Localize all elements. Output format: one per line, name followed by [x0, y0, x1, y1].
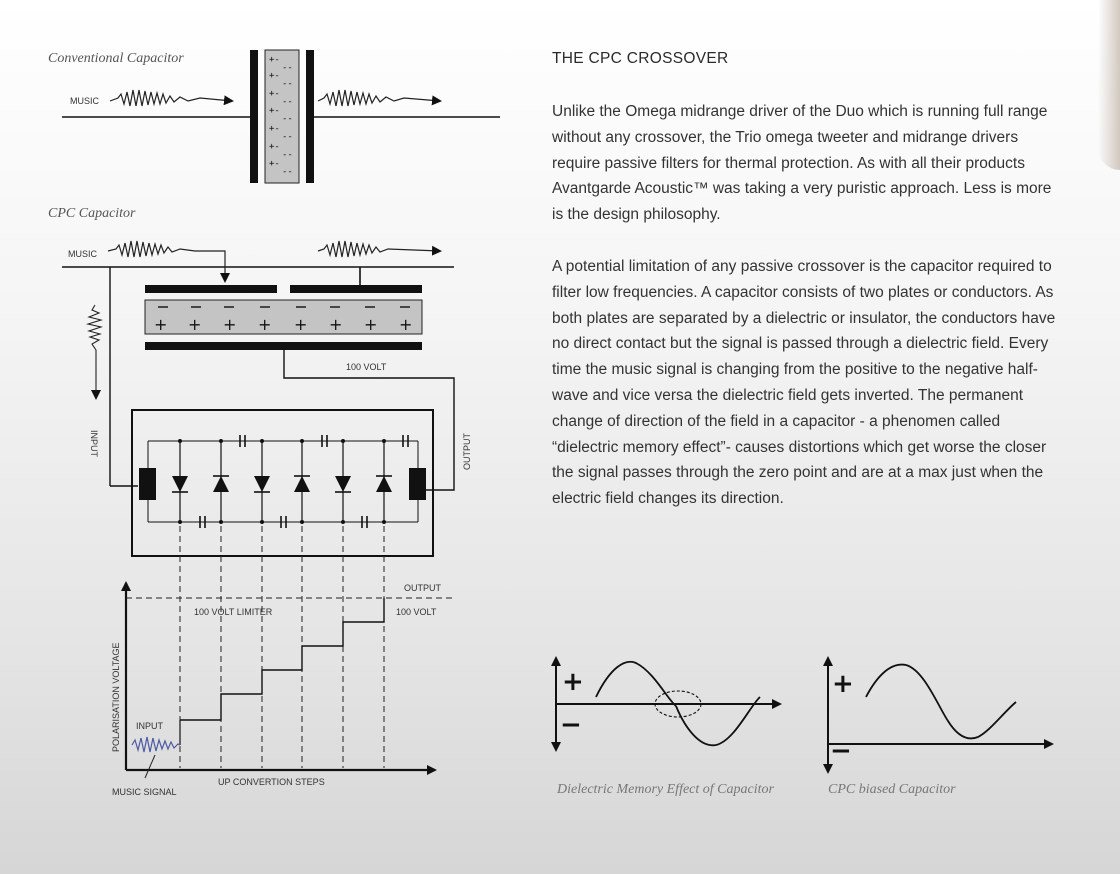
graph-volt-label: 100 VOLT [396, 607, 437, 617]
cpc-capacitor-label: CPC Capacitor [48, 206, 136, 221]
svg-text:+-: +- [269, 89, 280, 99]
minus-sign-2: − [830, 736, 852, 766]
svg-text:+-: +- [269, 106, 280, 116]
svg-text:--: -- [282, 132, 293, 142]
plus-sign-1: + [562, 667, 584, 697]
svg-text:--: -- [282, 97, 293, 107]
article-paragraph-2: A potential limitation of any passive crossover is the capacitor required to filter low frequencies. A capacitor consists of two plates or conductors. As both plates are separated by a dielectric or insulator, the conductors have no direct contact but the signal is passed through a dielectric field. Every time the music signal is changing from the positive to the negative half-wave and vice versa the dielectric field gets inverted. The permanent change of direction of the field in a capacitor - a phenomen called “dielectric memory effect”- causes distortions which get worse the closer the signal passes through the zero point and are at a max just when the electric field changes its direction. [552, 258, 1056, 508]
plus-sign-2: + [832, 669, 854, 699]
graph-limiter-label: 100 VOLT LIMITER [194, 607, 273, 617]
cpc-capacitor [62, 241, 472, 556]
music-label-cpc: MUSIC [68, 249, 97, 259]
input-waveform [88, 305, 101, 398]
conventional-capacitor-label: Conventional Capacitor [48, 51, 184, 66]
svg-text:+: + [329, 315, 343, 334]
graph-output-label: OUTPUT [404, 583, 441, 593]
music-waveform-out [318, 90, 440, 106]
caption-cpc-biased: CPC biased Capacitor [828, 782, 956, 797]
cpc-biased-waveform [828, 658, 1052, 772]
cpc-music-out [318, 241, 440, 257]
svg-text:--: -- [282, 167, 293, 177]
article-paragraph-1: Unlike the Omega midrange driver of the Duo which is running full range without any crossover, the Trio omega tweeter and midrange drivers require passive filters for thermal protection. As with all their products Avantgarde Acoustic™ was taking a very puristic approach. Less is more is the design philosophy. [552, 103, 1052, 224]
svg-text:+-: +- [269, 159, 280, 169]
svg-text:--: -- [282, 150, 293, 160]
svg-text:+: + [364, 315, 378, 334]
svg-text:+: + [188, 315, 202, 334]
svg-text:+-: +- [269, 142, 280, 152]
music-signal-label: MUSIC SIGNAL [112, 787, 177, 797]
svg-text:+: + [223, 315, 237, 334]
step-graph [111, 526, 452, 797]
svg-text:+-: +- [269, 71, 280, 81]
svg-text:--: -- [282, 79, 293, 89]
minus-sign-1: − [560, 710, 582, 740]
graph-input-label: INPUT [136, 721, 163, 731]
svg-text:+: + [294, 315, 308, 334]
music-signal-wave [132, 737, 180, 752]
conventional-capacitor [62, 50, 500, 183]
svg-text:+: + [258, 315, 272, 334]
music-waveform-in [110, 90, 232, 106]
y-axis-label: POLARISATION VOLTAGE [111, 642, 121, 752]
x-axis-label: UP CONVERTION STEPS [218, 777, 325, 787]
output-vertical-label: OUTPUT [462, 433, 472, 470]
volt-label: 100 VOLT [346, 362, 387, 372]
svg-text:+-: +- [269, 124, 280, 134]
svg-text:--: -- [282, 63, 293, 73]
svg-text:+-: +- [269, 55, 280, 65]
dielectric-memory-waveform [556, 658, 780, 750]
svg-text:+: + [399, 315, 413, 334]
article-title: THE CPC CROSSOVER [552, 50, 729, 67]
music-label-conventional: MUSIC [70, 96, 99, 106]
svg-text:+: + [154, 315, 168, 334]
cpc-music-in [108, 241, 225, 281]
input-vertical-label: INPUT [89, 430, 99, 457]
caption-dielectric-memory: Dielectric Memory Effect of Capacitor [557, 782, 774, 797]
svg-text:--: -- [282, 114, 293, 124]
